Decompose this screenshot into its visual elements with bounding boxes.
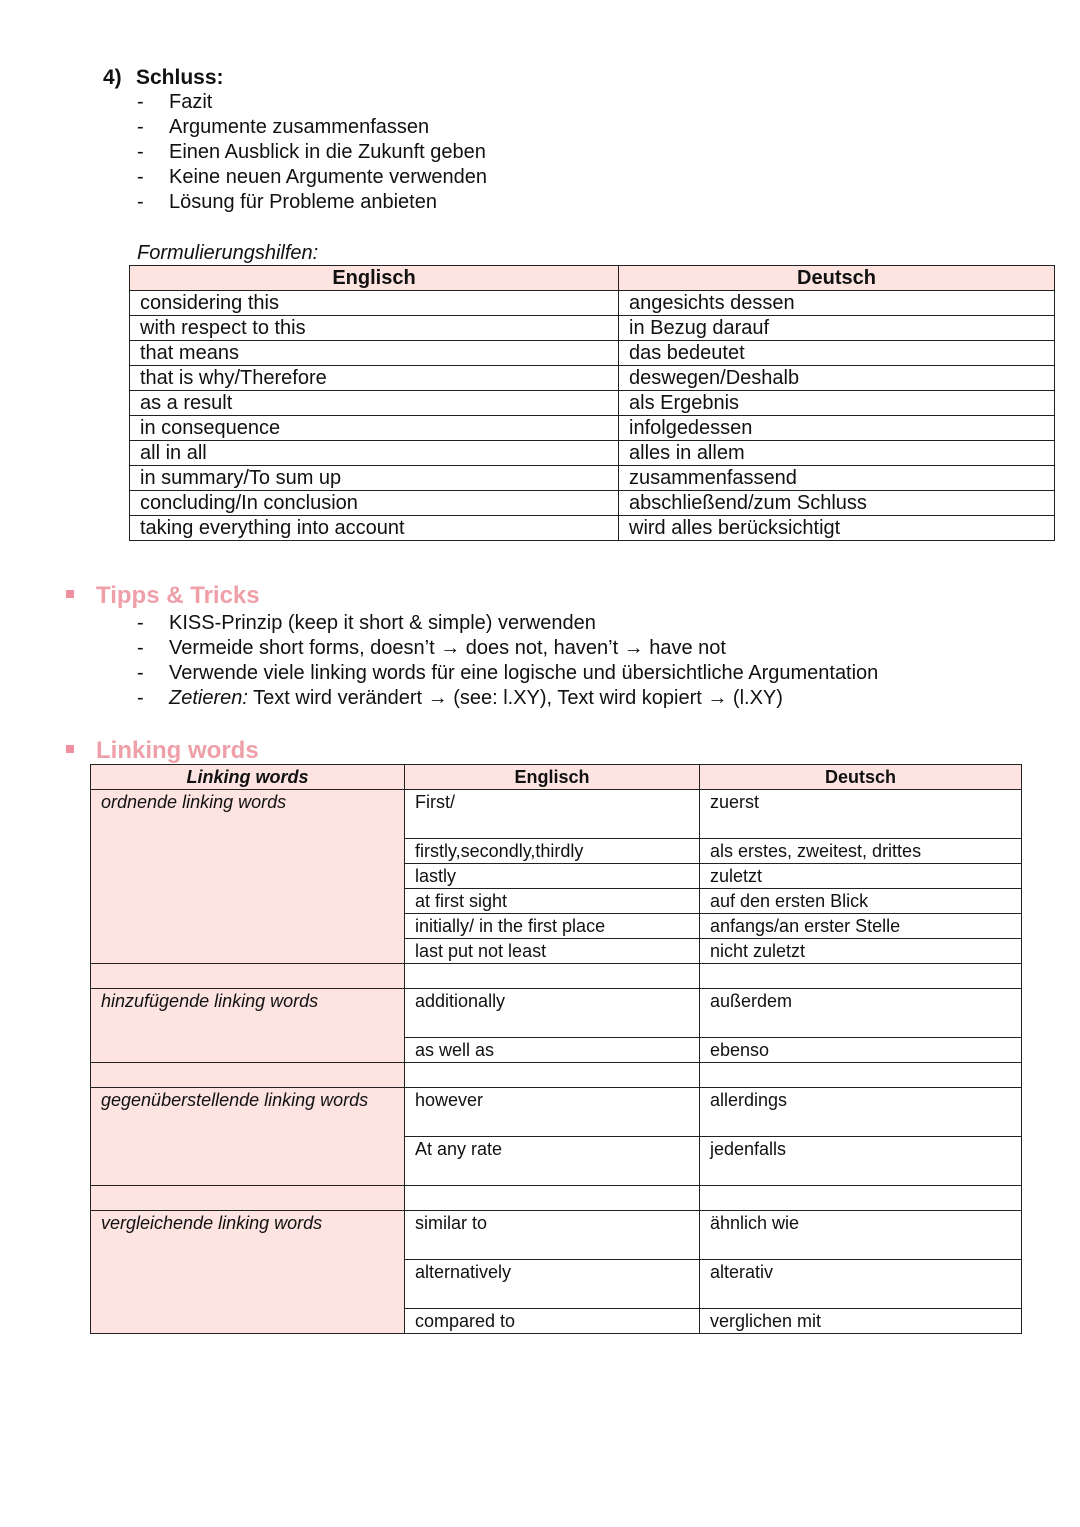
dash-bullet-icon: - — [137, 141, 144, 163]
table-row — [130, 491, 1055, 516]
dash-bullet-icon: - — [137, 91, 144, 113]
cell-englisch: last put not least — [405, 939, 700, 964]
dash-bullet-icon: - — [137, 191, 144, 213]
table-row — [130, 291, 1055, 316]
category-cell: hinzufügende linking words — [91, 989, 405, 1063]
cell-englisch: similar to — [405, 1211, 700, 1260]
cell-deutsch: als erstes, zweitest, drittes — [700, 839, 1022, 864]
dash-bullet-icon: - — [137, 166, 144, 188]
empty-cell — [405, 964, 700, 989]
cell-deutsch: infolgedessen — [619, 416, 1055, 441]
cell-englisch: concluding/In conclusion — [130, 491, 619, 516]
list-item: - Argumente zusammenfassen — [137, 116, 430, 138]
cell-englisch: that is why/Therefore — [130, 366, 619, 391]
cell-englisch: compared to — [405, 1309, 700, 1334]
empty-cell — [91, 964, 405, 989]
cell-deutsch: zuerst — [700, 790, 1022, 839]
dash-bullet-icon: - — [137, 662, 144, 684]
section-number: 4) — [103, 66, 122, 89]
cell-deutsch: allerdings — [700, 1088, 1022, 1137]
formulierungshilfen-label: Formulierungshilfen: — [137, 242, 319, 264]
cell-deutsch: ebenso — [700, 1038, 1022, 1063]
table-row — [130, 316, 1055, 341]
column-header-linking-words: Linking words — [91, 765, 405, 790]
schluss-list — [137, 90, 487, 215]
formulierungshilfen-body — [130, 291, 1055, 541]
table-row — [130, 391, 1055, 416]
column-header-englisch: Englisch — [130, 266, 619, 291]
list-item: - Zetieren: Text wird verändert → (see: l.XY), Text wird kopiert → (l.XY) — [137, 687, 783, 709]
spacer-row — [91, 964, 1022, 989]
empty-cell — [700, 1186, 1022, 1211]
category-cell: gegenüberstellende linking words — [91, 1088, 405, 1186]
section-title: Linking words — [96, 737, 259, 764]
table-row — [130, 366, 1055, 391]
square-bullet-icon — [66, 745, 74, 753]
list-item: - Fazit — [137, 91, 213, 113]
cell-deutsch: in Bezug darauf — [619, 316, 1055, 341]
list-item: - Keine neuen Argumente verwenden — [137, 166, 488, 188]
cell-englisch: alternatively — [405, 1260, 700, 1309]
linking-words-body — [91, 790, 1022, 1334]
cell-deutsch: wird alles berücksichtigt — [619, 516, 1055, 541]
table-header-row — [91, 765, 1022, 790]
list-item: - Einen Ausblick in die Zukunft geben — [137, 141, 486, 163]
cell-englisch: in consequence — [130, 416, 619, 441]
cell-deutsch: als Ergebnis — [619, 391, 1055, 416]
table-row — [130, 441, 1055, 466]
cell-englisch: at first sight — [405, 889, 700, 914]
cell-deutsch: deswegen/Deshalb — [619, 366, 1055, 391]
cell-englisch: First/ — [405, 790, 700, 839]
cell-deutsch: verglichen mit — [700, 1309, 1022, 1334]
cell-deutsch: abschließend/zum Schluss — [619, 491, 1055, 516]
tipps-list — [137, 611, 878, 711]
column-header-englisch: Englisch — [405, 765, 700, 790]
table-row — [91, 790, 1022, 839]
table-header-row — [130, 266, 1055, 291]
cell-deutsch: ähnlich wie — [700, 1211, 1022, 1260]
cell-englisch: taking everything into account — [130, 516, 619, 541]
table-row — [130, 416, 1055, 441]
cell-englisch: all in all — [130, 441, 619, 466]
table-row — [130, 341, 1055, 366]
cell-englisch: as well as — [405, 1038, 700, 1063]
cell-englisch: however — [405, 1088, 700, 1137]
empty-cell — [700, 964, 1022, 989]
empty-cell — [405, 1186, 700, 1211]
cell-deutsch: das bedeutet — [619, 341, 1055, 366]
cell-englisch: considering this — [130, 291, 619, 316]
cell-deutsch: außerdem — [700, 989, 1022, 1038]
cell-deutsch: zusammenfassend — [619, 466, 1055, 491]
cell-deutsch: anfangs/an erster Stelle — [700, 914, 1022, 939]
section-heading-linking-words — [66, 737, 259, 765]
cell-englisch: that means — [130, 341, 619, 366]
cell-englisch: lastly — [405, 864, 700, 889]
table-row — [91, 989, 1022, 1038]
table-row — [130, 466, 1055, 491]
spacer-row — [91, 1063, 1022, 1088]
empty-cell — [700, 1063, 1022, 1088]
formulierungshilfen-table — [129, 265, 1055, 541]
cell-englisch: additionally — [405, 989, 700, 1038]
cell-deutsch: alles in allem — [619, 441, 1055, 466]
list-item: - Verwende viele linking words für eine logische und übersichtliche Argumentation — [137, 662, 879, 684]
linking-words-table — [90, 764, 1022, 1334]
cell-deutsch: zuletzt — [700, 864, 1022, 889]
spacer-row — [91, 1186, 1022, 1211]
section-heading-schluss — [103, 66, 224, 90]
dash-bullet-icon: - — [137, 612, 144, 634]
cell-deutsch: angesichts dessen — [619, 291, 1055, 316]
cell-deutsch: jedenfalls — [700, 1137, 1022, 1186]
dash-bullet-icon: - — [137, 116, 144, 138]
column-header-deutsch: Deutsch — [700, 765, 1022, 790]
table-row — [130, 516, 1055, 541]
list-item: - Vermeide short forms, doesn’t → does not, haven’t → have not — [137, 637, 726, 659]
list-item: - KISS-Prinzip (keep it short & simple) verwenden — [137, 612, 596, 634]
dash-bullet-icon: - — [137, 637, 144, 659]
square-bullet-icon — [66, 590, 74, 598]
dash-bullet-icon: - — [137, 687, 144, 709]
cell-englisch: as a result — [130, 391, 619, 416]
section-title: Schluss: — [136, 66, 224, 89]
list-item: - Lösung für Probleme anbieten — [137, 191, 437, 213]
column-header-deutsch: Deutsch — [619, 266, 1055, 291]
category-cell: ordnende linking words — [91, 790, 405, 964]
cell-deutsch: alterativ — [700, 1260, 1022, 1309]
category-cell: vergleichende linking words — [91, 1211, 405, 1334]
section-heading-tipps — [66, 582, 260, 610]
cell-englisch: with respect to this — [130, 316, 619, 341]
cell-englisch: firstly,secondly,thirdly — [405, 839, 700, 864]
cell-deutsch: nicht zuletzt — [700, 939, 1022, 964]
empty-cell — [91, 1186, 405, 1211]
empty-cell — [405, 1063, 700, 1088]
cell-englisch: initially/ in the first place — [405, 914, 700, 939]
cell-englisch: At any rate — [405, 1137, 700, 1186]
section-title: Tipps & Tricks — [96, 582, 260, 609]
table-row — [91, 1088, 1022, 1137]
cell-englisch: in summary/To sum up — [130, 466, 619, 491]
cell-deutsch: auf den ersten Blick — [700, 889, 1022, 914]
table-row — [91, 1211, 1022, 1260]
empty-cell — [91, 1063, 405, 1088]
